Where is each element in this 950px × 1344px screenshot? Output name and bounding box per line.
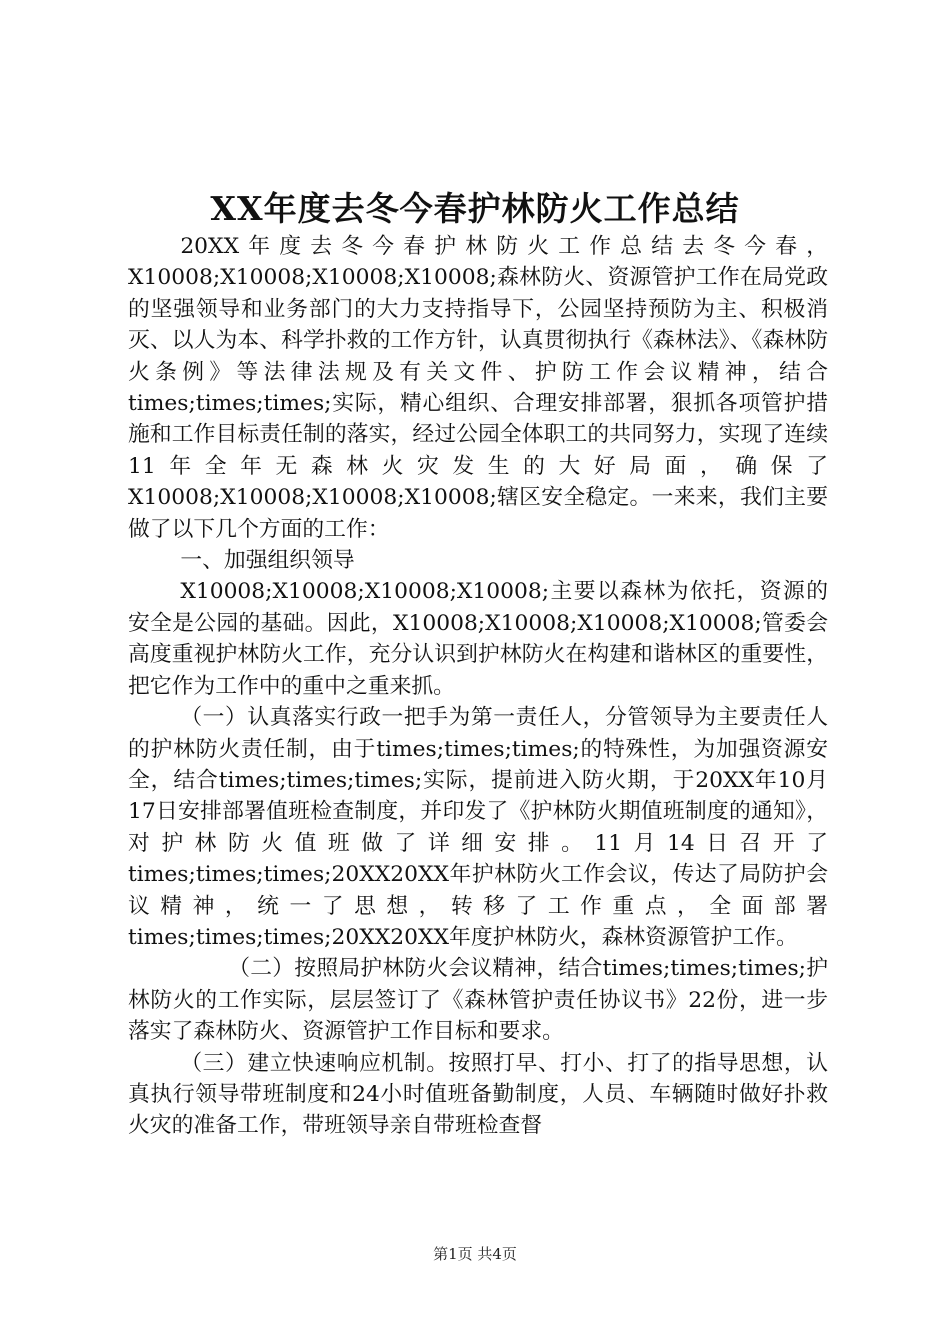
document-body	[128, 231, 828, 1142]
page-footer: 第1页 共4页	[433, 1245, 517, 1263]
paragraph-item-1: （一）认真落实行政一把手为第一责任人，分管领导为主要责任人的护林防火责任制，由于times;times;times;的特殊性，为加强资源安全，结合times;times;times;实际，提前进入防火期，于20XX年10月17日安排部署值班检查制度，并印发了《护林防火期值班制度的通知》，对护林防火值班做了详细安排。11月14日召开了times;times;times;20XX20XX年护林防火工作会议，传达了局防护会议精神，统一了思想，转移了工作重点，全面部署times;times;times;20XX20XX年度护林防火，森林资源管护工作。	[128, 705, 828, 950]
paragraph-item-3: （三）建立快速响应机制。按照打早、打小、打了的指导思想，认真执行领导带班制度和24小时值班备勤制度，人员、车辆随时做好扑救火灾的准备工作，带班领导亲自带班检查督	[128, 1050, 828, 1139]
document-title: XX年度去冬今春护林防火工作总结	[210, 189, 740, 228]
paragraph-organization: X10008;X10008;X10008;X10008;主要以森林为依托，资源的安全是公园的基础。因此，X10008;X10008;X10008;X10008;管委会高度重视护林防火工作，充分认识到护林防火在构建和谐林区的重要性，把它作为工作中的重中之重来抓。	[128, 579, 828, 699]
paragraph-item-2: （二）按照局护林防火会议精神，结合times;times;times;护林防火的工作实际，层层签订了《森林管护责任协议书》22份，进一步落实了森林防火、资源管护工作目标和要求。	[128, 956, 828, 1045]
section-heading: 一、加强组织领导	[180, 548, 355, 574]
paragraph-intro: 20XX年度去冬今春护林防火工作总结去冬今春，X10008;X10008;X10008;X10008;森林防火、资源管护工作在局党政的坚强领导和业务部门的大力支持指导下，公园坚持预防为主、积极消灭、以人为本、科学扑救的工作方针，认真贯彻执行《森林法》、《森林防火条例》等法律法规及有关文件、护防工作会议精神，结合times;times;times;实际，精心组织、合理安排部署，狠抓各项管护措施和工作目标责任制的落实，经过公园全体职工的共同努力，实现了连续11年全年无森林火灾发生的大好局面，确保了X10008;X10008;X10008;X10008;辖区安全稳定。一来来，我们主要做了以下几个方面的工作：	[128, 234, 828, 542]
